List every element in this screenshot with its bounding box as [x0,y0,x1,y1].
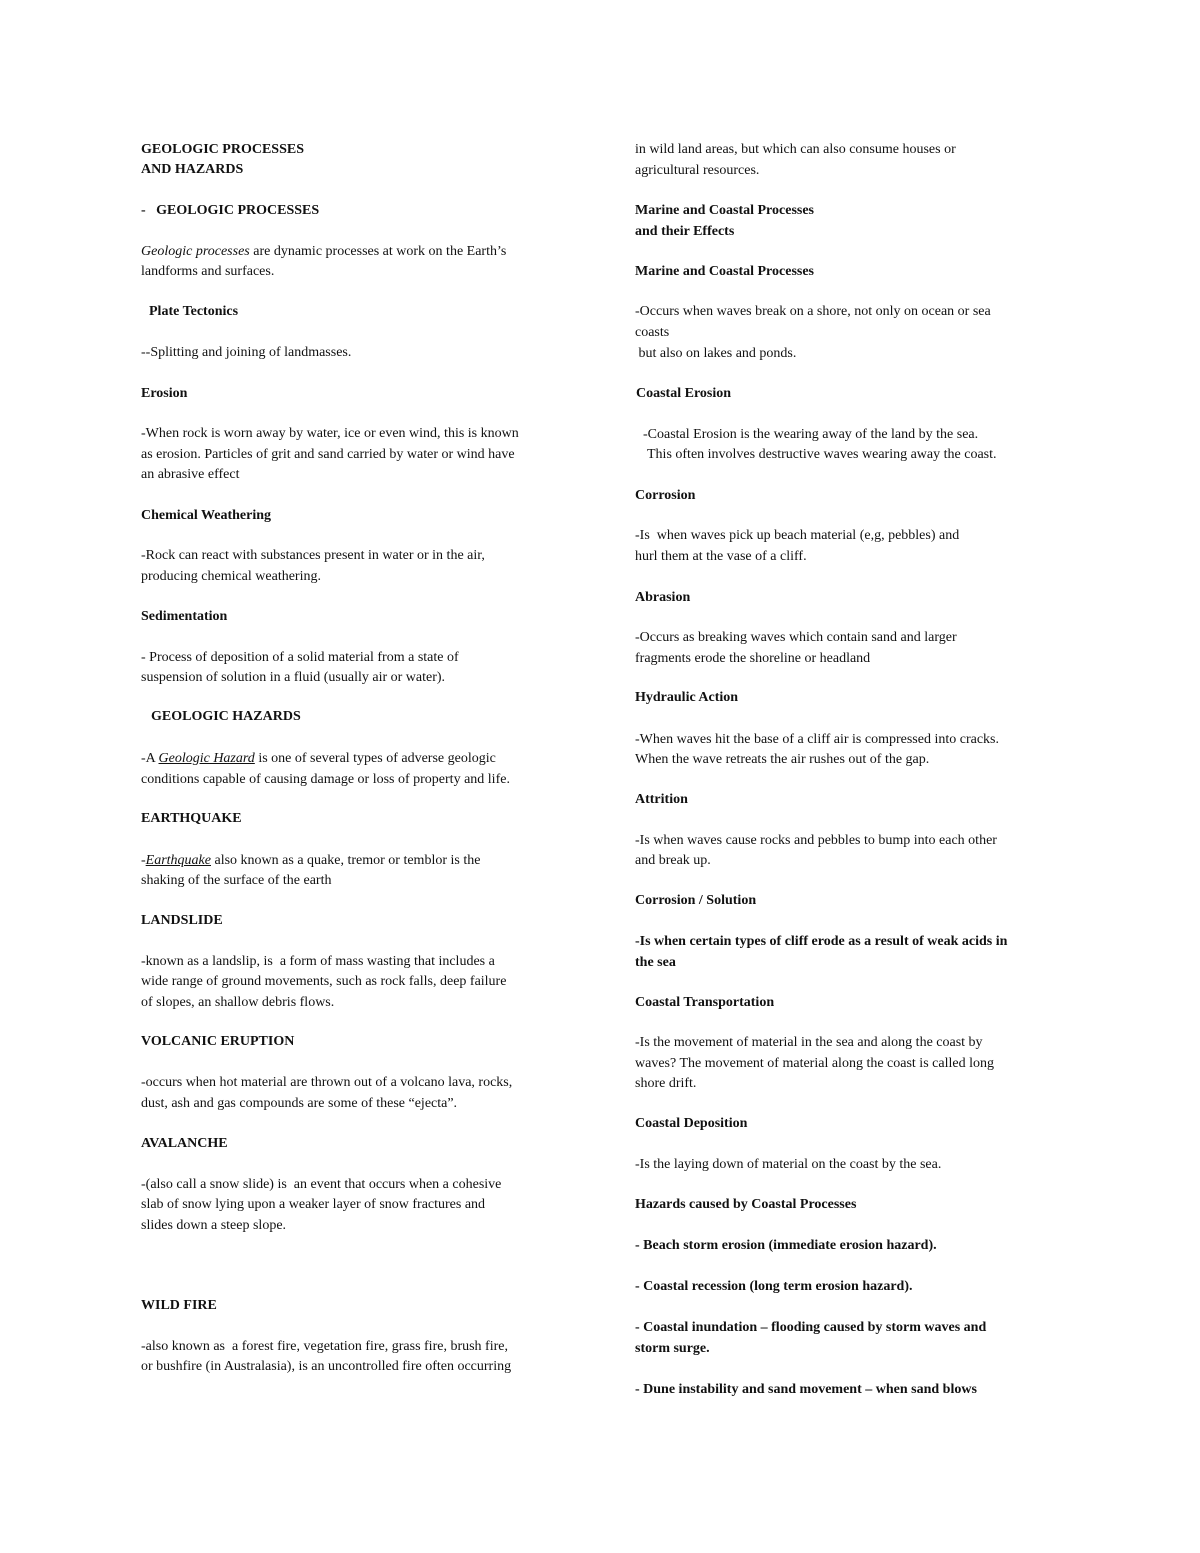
heading-coastal-hazards: Hazards caused by Coastal Processes [635,1197,857,1212]
hazard-item-3-line-2: storm surge. [635,1341,710,1356]
hazard-line-1 [141,749,496,769]
document-title-line-1: GEOLOGIC PROCESSES [141,142,304,157]
heading-coastal-deposition: Coastal Deposition [635,1116,748,1131]
heading-plate-tectonics: Plate Tectonics [149,304,239,319]
corrosion-line-2: hurl them at the vase of a cliff. [635,549,807,564]
abrasion-line-1: -Occurs as breaking waves which contain sand and larger [635,630,957,645]
landslide-line-2: wide range of ground movements, such as rock falls, deep failure [141,974,507,989]
section-heading-hazards: GEOLOGIC HAZARDS [151,709,301,724]
heading-sedimentation: Sedimentation [141,609,228,624]
intro-line-1 [141,242,506,262]
heading-coastal-transportation: Coastal Transportation [635,995,775,1010]
heading-wild-fire: WILD FIRE [141,1298,217,1313]
heading-avalanche: AVALANCHE [141,1136,228,1151]
erosion-line-1: -When rock is worn away by water, ice or even wind, this is known [141,426,519,441]
sed-line-2: suspension of solution in a fluid (usually air or water). [141,670,446,685]
plate-text: --Splitting and joining of landmasses. [141,345,352,360]
intro-rest: are dynamic processes at work on the Earth’s [249,244,507,259]
heading-corrosion-solution: Corrosion / Solution [635,893,757,908]
document-title-line-2: AND HAZARDS [141,162,244,177]
avalanche-line-2: slab of snow lying upon a weaker layer of snow fractures and [141,1197,486,1212]
landslide-line-3: of slopes, an shallow debris flows. [141,995,335,1010]
transportation-line-1: -Is the movement of material in the sea and along the coast by [635,1035,983,1050]
sed-line-1: - Process of deposition of a solid material from a state of [141,650,459,665]
earthquake-term: Earthquake [145,853,211,868]
chem-line-2: producing chemical weathering. [141,569,321,584]
hazard-term: Geologic Hazard [158,751,255,766]
wildfire-line-1: -also known as a forest fire, vegetation fire, grass fire, brush fire, [141,1339,508,1354]
heading-marine-coastal-2: and their Effects [635,224,735,239]
corrosion-solution-line-1: -Is when certain types of cliff erode as a result of weak acids in [635,934,1008,949]
volcanic-line-2: dust, ash and gas compounds are some of these “ejecta”. [141,1096,458,1111]
hazard-item-1: - Beach storm erosion (immediate erosion hazard). [635,1238,937,1253]
heading-earthquake: EARTHQUAKE [141,811,242,826]
intro-term: Geologic processes [141,244,250,259]
heading-chemical-weathering: Chemical Weathering [141,508,272,523]
hazard-item-3-line-1: - Coastal inundation – flooding caused by storm waves and [635,1320,987,1335]
avalanche-line-1: -(also call a snow slide) is an event that occurs when a cohesive [141,1177,502,1192]
avalanche-line-3: slides down a steep slope. [141,1218,287,1233]
intro-line-2: landforms and surfaces. [141,264,275,279]
landslide-line-1: -known as a landslip, is a form of mass wasting that includes a [141,954,495,969]
deposition-line-1: -Is the laying down of material on the coast by the sea. [635,1157,942,1172]
hazard-rest: is one of several types of adverse geologic [254,751,496,766]
earthquake-rest: also known as a quake, tremor or temblor is the [211,853,481,868]
corrosion-solution-line-2: the sea [635,955,676,970]
heading-corrosion: Corrosion [635,488,696,503]
heading-marine-coastal-1: Marine and Coastal Processes [635,203,814,218]
hydraulic-line-1: -When waves hit the base of a cliff air is compressed into cracks. [635,732,999,747]
hydraulic-line-2: When the wave retreats the air rushes out of the gap. [635,752,930,767]
heading-attrition: Attrition [635,792,688,807]
hazard-line-2: conditions capable of causing damage or loss of property and life. [141,772,510,787]
erosion-line-2: as erosion. Particles of grit and sand carried by water or wind have [141,447,515,462]
wildfire-line-4: agricultural resources. [635,163,760,178]
earthquake-line-2: shaking of the surface of the earth [141,873,332,888]
coastal-erosion-line-1: -Coastal Erosion is the wearing away of the land by the sea. [643,427,979,442]
wildfire-line-2: or bushfire (in Australasia), is an uncontrolled fire often occurring [141,1359,512,1374]
attrition-line-1: -Is when waves cause rocks and pebbles to bump into each other [635,833,997,848]
heading-abrasion: Abrasion [635,590,691,605]
hazard-item-4: - Dune instability and sand movement – when sand blows [635,1382,977,1397]
earthquake-pre: - [141,853,146,868]
mcp-line-2: coasts [635,325,670,340]
section-heading-processes: - GEOLOGIC PROCESSES [141,203,320,218]
transportation-line-3: shore drift. [635,1076,697,1091]
coastal-erosion-line-2: This often involves destructive waves wearing away the coast. [647,447,997,462]
corrosion-line-1: -Is when waves pick up beach material (e,g, pebbles) and [635,528,960,543]
subheading-marine-coastal: Marine and Coastal Processes [635,264,814,279]
hazard-item-2: - Coastal recession (long term erosion hazard). [635,1279,913,1294]
transportation-line-2: waves? The movement of material along the coast is called long [635,1056,994,1071]
wildfire-line-3: in wild land areas, but which can also consume houses or [635,142,956,157]
earthquake-line-1 [141,851,480,871]
chem-line-1: -Rock can react with substances present in water or in the air, [141,548,485,563]
hazard-pre: -A [141,751,159,766]
volcanic-line-1: -occurs when hot material are thrown out of a volcano lava, rocks, [141,1075,513,1090]
mcp-line-1: -Occurs when waves break on a shore, not only on ocean or sea [635,304,991,319]
heading-coastal-erosion: Coastal Erosion [636,386,732,401]
heading-erosion: Erosion [141,386,188,401]
heading-landslide: LANDSLIDE [141,913,223,928]
erosion-line-3: an abrasive effect [141,467,240,482]
attrition-line-2: and break up. [635,853,711,868]
heading-volcanic-eruption: VOLCANIC ERUPTION [141,1034,295,1049]
mcp-line-3: but also on lakes and ponds. [635,346,797,361]
abrasion-line-2: fragments erode the shoreline or headland [635,651,871,666]
heading-hydraulic-action: Hydraulic Action [635,690,739,705]
